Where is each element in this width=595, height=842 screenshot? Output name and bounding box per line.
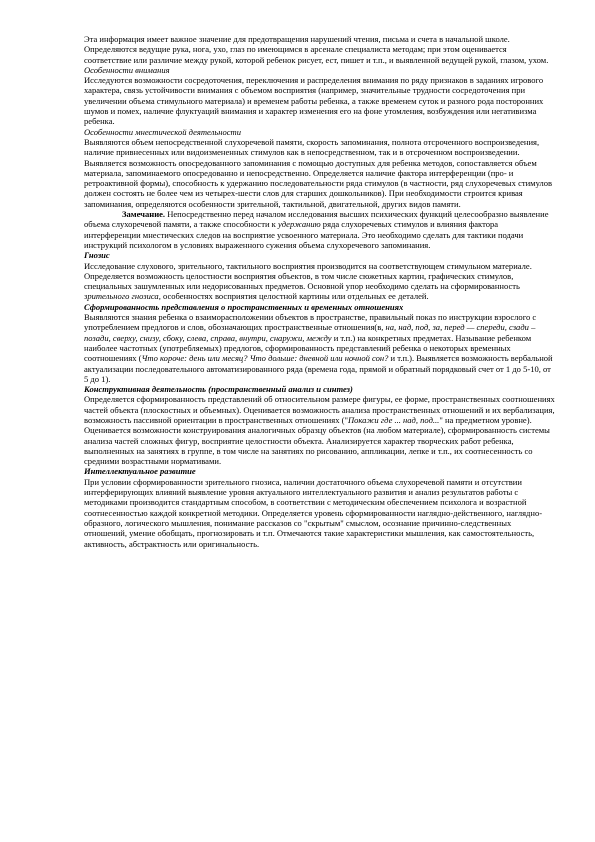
paragraph-note bbox=[84, 209, 556, 250]
note-text-1: Непосредственно перед началом исследования высших психических функций целесообразно выявление объема слухоречевой памяти, а также способности к bbox=[84, 209, 549, 230]
note-emphasis: удержанию bbox=[277, 219, 321, 230]
heading-memory: Особенности мнестической деятельности bbox=[84, 126, 241, 137]
heading-gnosis: Гнозис bbox=[84, 250, 110, 261]
gnosis-emphasis: зрительного гнозиса, bbox=[84, 291, 161, 302]
constructive-text-1: Определяется сформированность представлений об относительном размере фигуры, ее форме, пространственных соотношениях частей объекта (плоскостных и объемных). Оценивается возможность анализа пространственных отношений и их вербализация, возможность пассивной ориентации в пространственных отношениях (" bbox=[84, 394, 555, 425]
heading-attention: Особенности внимания bbox=[84, 64, 170, 75]
paragraph-gnosis bbox=[84, 261, 556, 302]
note-text-2: ряда слухоречевых стимулов и влияния фактора интерференции мнестических следов на восприятие усвоенного материала. Это необходимо сделать для тактики подачи инструкций психологом в условиях выраженного сужения объема слухоречевого запоминания. bbox=[84, 219, 524, 250]
spatial-time-questions: Что короче: день или месяц? Что дольше: дневной или ночной сон? bbox=[141, 353, 389, 364]
paragraph-laterality: Эта информация имеет важное значение для предотвращения нарушений чтения, письма и счета в начальной школе. Определяются ведущие рука, нога, ухо, глаз по имеющимся в арсенале специалиста методам; при этом оценивается соответствие или различие между рукой, которой ребенок рисует, ест, пишет и т.п., и выявленной ведущей рукой, глазом, ухом. bbox=[84, 34, 549, 65]
spatial-text-2: и т.п.) на конкретных предметах. Называние ребенком наиболее частотных (употребляемых) предлогов, сформированность представлений ребенка о некоторых временных соотношениях ( bbox=[84, 332, 532, 364]
paragraph-constructive bbox=[84, 394, 556, 466]
spatial-prepositions: на, над, под, за, перед — спереди, сзади – позади, сверху, снизу, сбоку, слева, справа, внутри, снаружи, между bbox=[84, 322, 536, 343]
paragraph-spatial-temporal bbox=[84, 312, 556, 384]
paragraph-intellect: При условии сформированности зрительного гнозиса, наличии достаточного объема слухоречевой памяти и отсутствии интерферирующих влияний выявление уровня актуального интеллектуального развития и анализ результатов работы с методиками производится стандартным способом, в соответствии с методическим обеспечением психолога и возрастной соотнесенностью каждой конкретной методики. Определяется уровень сформированности наглядно-действенного, наглядно-образного, логического мышления, понимание рассказов со "скрытым" смыслом, осознание причинно-следственных отношений, умение обобщать, прогнозировать и т.п. Отмечаются такие характеристики мышления, как самостоятельность, активность, абстрактность или оригинальность. bbox=[84, 476, 543, 549]
document-page bbox=[84, 34, 556, 549]
paragraph-attention: Исследуются возможности сосредоточения, переключения и распределения внимания по ряду признаков в заданиях игрового характера, связь устойчивости внимания с объемом восприятия (например, значительные трудности сосредоточения при увеличении объема стимульного материала) и временем работы ребенка, а также временем суток и разного рода посторонних шумов и помех, наличие флуктуаций внимания и характер изменения его на фоне утомления, возбуждения или негативизма ребенка. bbox=[84, 75, 544, 127]
heading-spatial-temporal: Сформированность представления о пространственных и временных отношениях bbox=[84, 301, 404, 312]
spatial-text-1: Выявляются знания ребенка о взаиморасположении объектов в пространстве, правильный показ по инструкции взрослого с употреблением предлогов и слов, обозначающих пространственные отношения(в, bbox=[84, 312, 537, 333]
note-label: Замечание. bbox=[122, 209, 166, 220]
constructive-text-2: " на предметном уровне). Оценивается возможности конструирования аналогичных образцу объектов (на любом материале), сформированность системы анализа частей сложных фигур, восприятие целостности объекта. Анализируется характер творческих работ ребенка, выполненных на занятиях в группе, в том числе на занятиях по рисованию, аппликации, лепке и т.п., их соотнесенность со средними возрастными нормативами. bbox=[84, 414, 550, 467]
heading-intellect: Интеллектуальное развитие bbox=[84, 466, 196, 477]
constructive-instruction: Покажи где ... над, под... bbox=[347, 414, 440, 425]
gnosis-text-2: особенностях восприятия целостной картины или отдельных ее деталей. bbox=[160, 291, 429, 302]
gnosis-text-1: Исследование слухового, зрительного, тактильного восприятия производится на соответствующем стимульном материале. Определяется возможность целостности восприятия объектов, в том числе сюжетных картин, графических стимулов, специальных зашумленных или недорисованных предметов. Основной упор необходимо сделать на сформированность bbox=[84, 260, 532, 292]
heading-constructive: Конструктивная деятельность (пространственный анализ и синтез) bbox=[84, 384, 353, 395]
paragraph-memory-1: Выявляются объем непосредственной слухоречевой памяти, скорость запоминания, полнота отсроченного воспроизведения, наличие привнесенных или видоизмененных стимулов как в непосредственном, так и в отсроченном воспроизведении. bbox=[84, 136, 540, 158]
spatial-text-3: и т.п.). Выявляется возможность вербальной актуализации последовательного автоматизированного ряда (времена года, прямой и обратный порядковый счет от 1 до 5-10, от 5 до 1). bbox=[84, 353, 553, 384]
paragraph-memory-2: Выявляется возможность опосредованного запоминания с помощью доступных для ребенка методов, сопоставляется объем материала, запоминаемого опосредованно и непосредственно. Определяется наличие фактора интерференции (про- и ретроактивной формы), способность к удержанию последовательности ряда стимулов (в частности, ряд слухоречевых стимулов должен состоять не более чем из четырех-шести слов для старших дошкольников). При необходимости строится кривая запоминания, определяются особенности зрительной, тактильной, двигательной, других видов памяти. bbox=[84, 157, 553, 209]
